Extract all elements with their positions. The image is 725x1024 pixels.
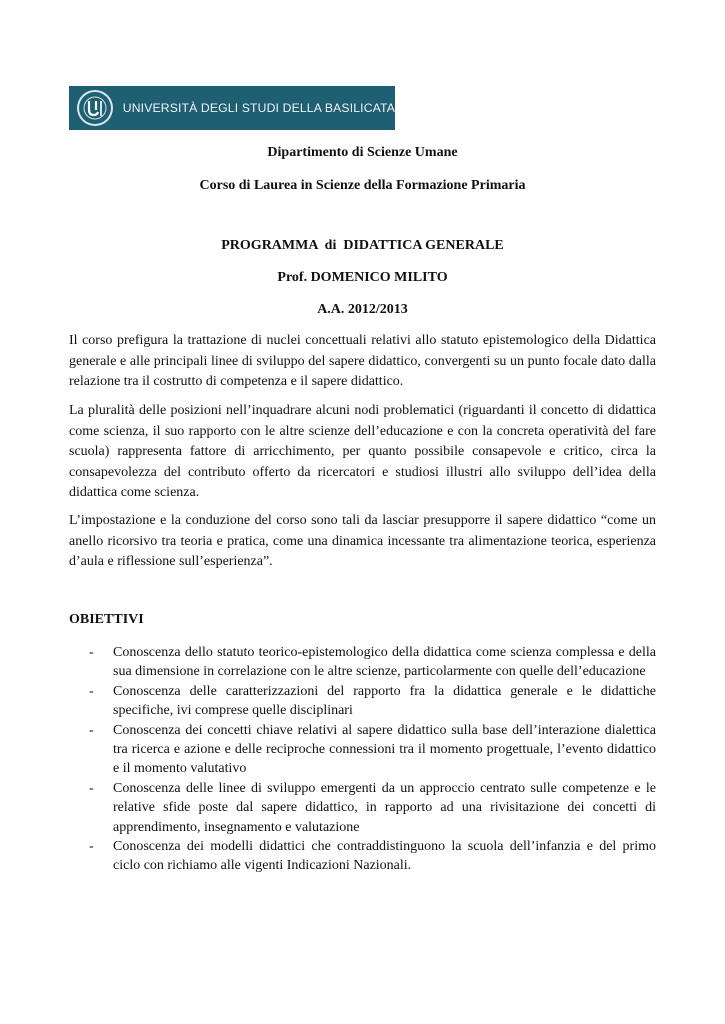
bullet-dash: - bbox=[89, 722, 94, 738]
department-heading: Dipartimento di Scienze Umane bbox=[267, 145, 458, 160]
bullet-dash: - bbox=[89, 683, 94, 699]
program-title: PROGRAMMA di DIDATTICA GENERALE bbox=[221, 238, 504, 253]
list-item bbox=[69, 837, 656, 876]
objective-text: Conoscenza dei concetti chiave relativi al sapere didattico sulla base dell’interazione dialettica tra ricerca e azione e delle reciproche connessioni tra il momento progettuale, l’evento didattico e il momento valutativo bbox=[113, 722, 656, 777]
university-seal-icon bbox=[77, 90, 113, 126]
objective-text: Conoscenza dei modelli didattici che contraddistinguono la scuola dell’infanzia e del primo ciclo con richiamo alle vigenti Indicazioni Nazionali. bbox=[113, 839, 656, 874]
list-item bbox=[69, 682, 656, 721]
objectives-list bbox=[69, 643, 656, 876]
course-heading: Corso di Laurea in Scienze della Formazione Primaria bbox=[199, 178, 526, 193]
professor-name: Prof. DOMENICO MILITO bbox=[277, 270, 448, 285]
objective-text: Conoscenza delle linee di sviluppo emergenti da un approccio centrato sulle competenze e le relative sfide poste dal sapere didattico, in rapporto ad una rivisitazione dei concetti di apprendimento, insegnamento e valutazione bbox=[113, 780, 656, 835]
bullet-dash: - bbox=[89, 780, 94, 796]
list-item bbox=[69, 779, 656, 837]
academic-year: A.A. 2012/2013 bbox=[317, 302, 408, 317]
intro-paragraph-3: L’impostazione e la conduzione del corso sono tali da lasciar presupporre il sapere didattico “come un anello ricorsivo tra teoria e pratica, come una dinamica incessante tra alimentazione teorica, esperienza d’aula e riflessione sull’esperienza”. bbox=[69, 513, 656, 569]
objectives-title: OBIETTIVI bbox=[69, 612, 144, 627]
bullet-dash: - bbox=[89, 839, 94, 855]
intro-paragraph-1: Il corso prefigura la trattazione di nuclei concettuali relativi allo statuto epistemologico della Didattica generale e alle principali linee di sviluppo del sapere didattico, convergenti su un punto focale dato dalla relazione tra il costrutto di competenza e il sapere didattico. bbox=[69, 333, 656, 389]
objective-text: Conoscenza delle caratterizzazioni del rapporto fra la didattica generale e le didattiche specifiche, ivi comprese quelle disciplinari bbox=[113, 683, 656, 719]
bullet-dash: - bbox=[89, 645, 94, 660]
objective-text: Conoscenza dello statuto teorico-epistemologico della didattica come scienza complessa e della sua dimensione in correlazione con le altre scienze, particolarmente con quelle dell’educazione bbox=[113, 645, 656, 680]
list-item bbox=[69, 643, 656, 682]
list-item bbox=[69, 721, 656, 779]
university-name: UNIVERSITÀ DEGLI STUDI DELLA BASILICATA bbox=[122, 101, 395, 115]
intro-paragraph-2: La pluralità delle posizioni nell’inquadrare alcuni nodi problematici (riguardanti il concetto di didattica come scienza, il suo rapporto con le altre scienze dell’educazione e con la concreta operatività del fare scuola) rappresenta fattore di arricchimento, per quanto possibile consapevole e critico, circa la consapevolezza del contributo offerto da ricercatori e studiosi illustri allo sviluppo dell’idea della didattica come scienza. bbox=[69, 403, 656, 500]
university-banner bbox=[69, 86, 395, 130]
